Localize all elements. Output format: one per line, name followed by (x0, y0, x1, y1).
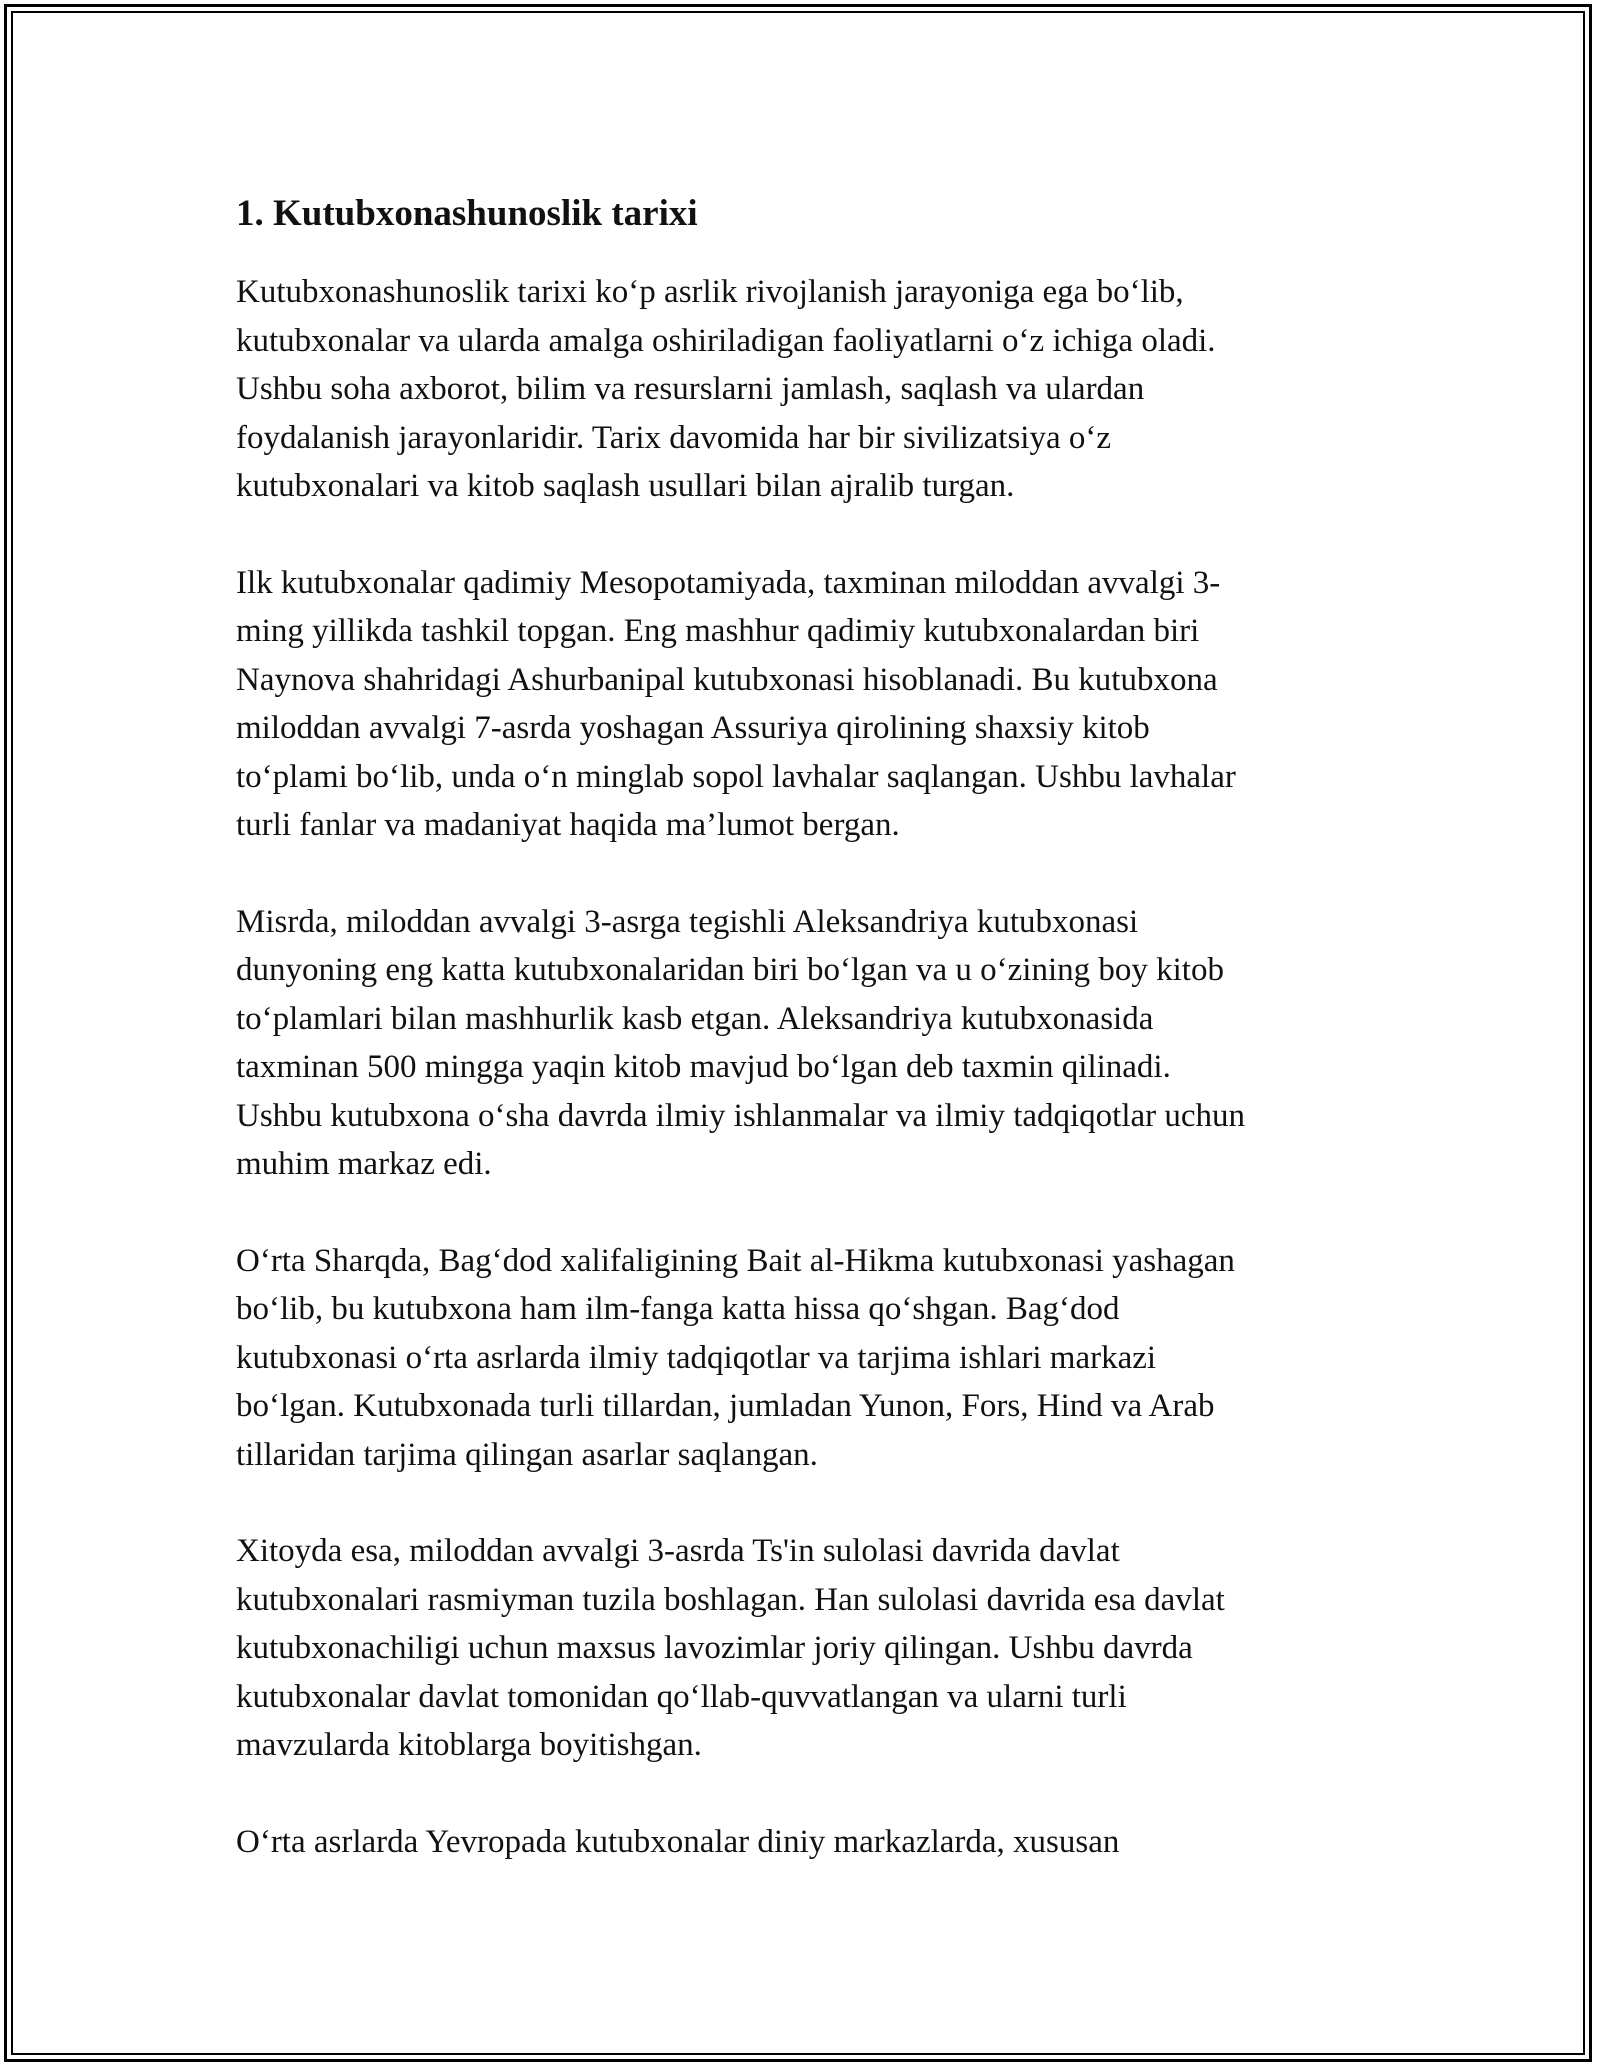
text-line: Misrda, miloddan avvalgi 3-asrga tegishli Aleksandriya kutubxonasi (236, 903, 1139, 940)
text-line: tillaridan tarjima qilingan asarlar saqlangan. (236, 1436, 818, 1473)
text-line: miloddan avvalgi 7-asrda yoshagan Assuriya qirolining shaxsiy kitob (236, 710, 1150, 746)
text-line: Ushbu soha axborot, bilim va resurslarni jamlash, saqlash va ulardan (236, 371, 1145, 407)
paragraph-6 (236, 1818, 1376, 1867)
text-line: bo‘lib, bu kutubxona ham ilm-fanga katta hissa qo‘shgan. Bag‘dod (236, 1291, 1120, 1327)
text-line: O‘rta asrlarda Yevropada kutubxonalar diniy markazlarda, xususan (236, 1823, 1120, 1860)
paragraph-2 (236, 559, 1376, 850)
text-line: muhim markaz edi. (236, 1146, 492, 1182)
text-line: kutubxonalari rasmiyman tuzila boshlagan. Han sulolasi davrida esa davlat (236, 1581, 1225, 1618)
text-line: mavzularda kitoblarga boyitishgan. (236, 1727, 702, 1763)
paragraph-1 (236, 268, 1376, 511)
paragraph-5 (236, 1527, 1376, 1770)
text-line: kutubxonasi o‘rta asrlarda ilmiy tadqiqotlar va tarjima ishlari markazi (236, 1339, 1157, 1376)
text-line: Kutubxonashunoslik tarixi ko‘p asrlik rivojlanish jarayoniga ega bo‘lib, (236, 274, 1184, 310)
text-line: O‘rta Sharqda, Bag‘dod xalifaligining Bait al-Hikma kutubxonasi yashagan (236, 1242, 1235, 1279)
text-line: Ilk kutubxonalar qadimiy Mesopotamiyada, taxminan miloddan avvalgi 3- (236, 564, 1221, 601)
paragraph-3 (236, 898, 1376, 1189)
text-line: Naynova shahridagi Ashurbanipal kutubxonasi hisoblanadi. Bu kutubxona (236, 661, 1218, 698)
text-line: turli fanlar va madaniyat haqida ma’lumot bergan. (236, 807, 900, 843)
text-line: Xitoyda esa, miloddan avvalgi 3-asrda Ts'in sulolasi davrida davlat (236, 1533, 1120, 1569)
text-line: kutubxonalar va ularda amalga oshiriladigan faoliyatlarni o‘z ichiga oladi. (236, 322, 1216, 359)
text-line: bo‘lgan. Kutubxonada turli tillardan, jumladan Yunon, Fors, Hind va Arab (236, 1388, 1215, 1424)
text-line: Ushbu kutubxona o‘sha davrda ilmiy ishlanmalar va ilmiy tadqiqotlar uchun (236, 1097, 1246, 1134)
text-line: to‘plamlari bilan mashhurlik kasb etgan. Aleksandriya kutubxonasida (236, 1000, 1154, 1037)
text-line: to‘plami bo‘lib, unda o‘n minglab sopol lavhalar saqlangan. Ushbu lavhalar (236, 758, 1236, 795)
text-line: kutubxonalari va kitob saqlash usullari bilan ajralib turgan. (236, 468, 1015, 504)
document-body (236, 186, 1376, 1914)
text-line: kutubxonalar davlat tomonidan qo‘llab-quvvatlangan va ularni turli (236, 1678, 1127, 1715)
text-line: kutubxonachiligi uchun maxsus lavozimlar joriy qilingan. Ushbu davrda (236, 1630, 1193, 1666)
text-line: foydalanish jarayonlaridir. Tarix davomida har bir sivilizatsiya o‘z (236, 419, 1111, 456)
text-line: ming yillikda tashkil topgan. Eng mashhur qadimiy kutubxonalardan biri (236, 613, 1200, 649)
text-line: taxminan 500 mingga yaqin kitob mavjud bo‘lgan deb taxmin qilinadi. (236, 1049, 1171, 1085)
paragraph-4 (236, 1237, 1376, 1480)
section-heading: 1. Kutubxonashunoslik tarixi (236, 193, 698, 234)
text-line: dunyoning eng katta kutubxonalaridan biri bo‘lgan va u o‘zining boy kitob (236, 952, 1224, 988)
